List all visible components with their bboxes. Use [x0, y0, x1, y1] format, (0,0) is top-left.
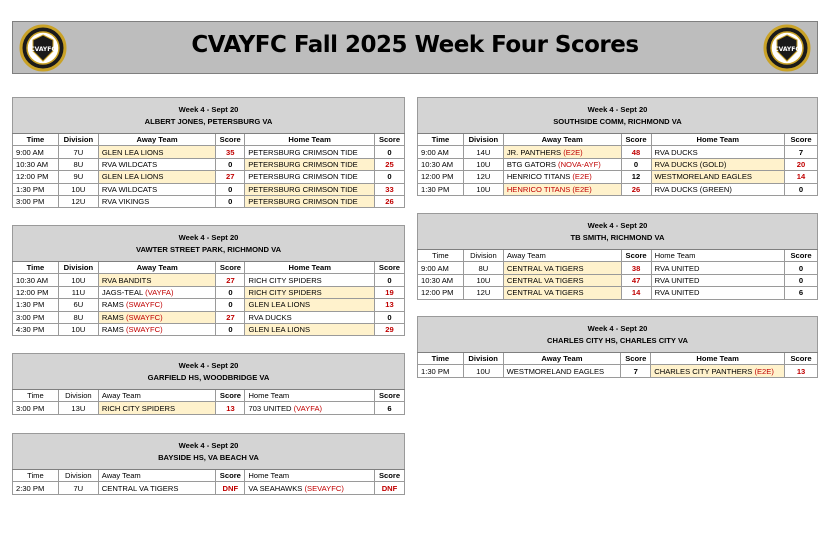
game-row: [418, 287, 818, 299]
section-header: [418, 214, 818, 250]
venue-label: GARFIELD HS, WOODBRIDGE VA: [147, 372, 270, 382]
away-team-league: (SWAYFC): [125, 325, 163, 335]
away-team-league: (E2E): [572, 172, 592, 182]
column-header-row: [13, 134, 405, 146]
home-team-name: VA SEAHAWKS: [248, 483, 303, 493]
col-division: Division: [463, 353, 503, 365]
home-team: [245, 286, 375, 298]
col-home-score: Score: [375, 134, 405, 146]
home-score: 0: [374, 274, 404, 286]
away-team-name: HENRICO TITANS: [506, 172, 571, 182]
col-time: Time: [13, 134, 59, 146]
home-score: 26: [375, 195, 405, 207]
col-away-score: Score: [216, 470, 245, 482]
home-score: 19: [374, 286, 404, 298]
home-score: DNF: [374, 482, 404, 494]
home-team-league: (SEVAYFC): [304, 483, 344, 493]
home-team: [245, 402, 375, 414]
col-home-score: Score: [374, 262, 404, 274]
section-header-cell: [418, 214, 818, 250]
home-team-name: RVA DUCKS (GOLD): [654, 159, 727, 169]
column-header-row: [418, 353, 818, 365]
col-division: Division: [463, 250, 503, 262]
home-team-name: RVA UNITED: [654, 288, 700, 298]
game-row: [13, 299, 405, 311]
away-score: 12: [621, 171, 651, 183]
home-score: 13: [374, 299, 404, 311]
away-team: [98, 286, 216, 298]
home-team: [651, 262, 784, 274]
section-header: [418, 98, 818, 134]
home-score: 0: [375, 146, 405, 158]
week-label: Week 4 - Sept 20: [178, 440, 239, 450]
home-team: [245, 171, 375, 183]
col-away-score: Score: [216, 262, 245, 274]
game-division: 7U: [58, 146, 98, 158]
game-time: 12:00 PM: [418, 171, 464, 183]
home-team-name: RVA DUCKS (GREEN): [654, 184, 732, 194]
col-home-score: Score: [784, 250, 817, 262]
away-team-name: GLEN LEA LIONS: [101, 147, 164, 157]
away-team: [98, 299, 216, 311]
home-score: 0: [375, 171, 405, 183]
col-home-team: Home Team: [651, 134, 785, 146]
col-away-team: Away Team: [98, 390, 216, 402]
away-team: [503, 365, 621, 377]
game-division: 12U: [58, 195, 98, 207]
col-home-score: Score: [785, 134, 818, 146]
game-division: 6U: [58, 299, 98, 311]
game-time: 12:00 PM: [418, 287, 464, 299]
away-team-name: RVA WILDCATS: [101, 159, 158, 169]
schedule-bayside-hs: [12, 433, 405, 495]
home-score: 0: [784, 262, 817, 274]
away-team-name: CENTRAL VA TIGERS: [506, 263, 584, 273]
game-row: [13, 323, 405, 335]
venue-label: BAYSIDE HS, VA BEACH VA: [158, 452, 259, 462]
game-time: 1:30 PM: [418, 365, 464, 377]
game-row: [418, 158, 818, 170]
game-time: 9:00 AM: [418, 146, 464, 158]
away-team-name: RVA BANDITS: [101, 275, 152, 285]
schedule-garfield-hs: [12, 353, 405, 415]
away-score: 13: [216, 402, 245, 414]
week-label: Week 4 - Sept 20: [587, 220, 648, 230]
away-team: [98, 402, 216, 414]
section-header-cell: [418, 98, 818, 134]
home-score: 0: [784, 274, 817, 286]
home-team-name: PETERSBURG CRIMSON TIDE: [248, 147, 358, 157]
column-header-row: [13, 390, 405, 402]
home-team-name: WESTMORELAND EAGLES: [654, 172, 752, 182]
home-team-league: (VAYFA): [293, 403, 323, 413]
week-label: Week 4 - Sept 20: [178, 232, 239, 242]
away-team-league: (SWAYFC): [125, 300, 163, 310]
home-team: [651, 158, 785, 170]
col-away-score: Score: [621, 353, 651, 365]
col-division: Division: [58, 390, 98, 402]
col-away-team: Away Team: [503, 250, 621, 262]
game-division: 10U: [463, 274, 503, 286]
game-time: 9:00 AM: [418, 262, 464, 274]
home-team: [651, 274, 784, 286]
home-team-name: PETERSBURG CRIMSON TIDE: [248, 159, 358, 169]
away-team: [503, 171, 621, 183]
venue-label: SOUTHSIDE COMM, RICHMOND VA: [553, 116, 682, 126]
home-team-name: RICH CITY SPIDERS: [248, 287, 322, 297]
away-team: [98, 482, 216, 494]
away-team-name: HENRICO TITANS (E2E): [506, 184, 592, 194]
away-team-league: (SWAYFC): [125, 312, 163, 322]
away-team-league: (E2E): [563, 147, 583, 157]
game-division: 10U: [58, 274, 98, 286]
col-home-team: Home Team: [651, 250, 784, 262]
away-team-name: BTG GATORS: [506, 159, 556, 169]
col-home-score: Score: [374, 390, 404, 402]
away-team: [503, 287, 621, 299]
away-score: 27: [216, 274, 245, 286]
game-time: 3:00 PM: [13, 195, 59, 207]
home-team-name: PETERSBURG CRIMSON TIDE: [248, 197, 358, 207]
col-division: Division: [58, 470, 98, 482]
home-team: [651, 171, 785, 183]
game-row: [13, 402, 405, 414]
column-header-row: [418, 250, 818, 262]
home-team-name: RVA UNITED: [654, 275, 700, 285]
game-division: 9U: [58, 171, 98, 183]
game-division: 10U: [58, 323, 98, 335]
col-time: Time: [13, 470, 59, 482]
away-score: 0: [216, 183, 245, 195]
week-label: Week 4 - Sept 20: [587, 104, 648, 114]
game-row: [418, 365, 818, 377]
game-time: 10:30 AM: [418, 274, 464, 286]
home-team-name: CHARLES CITY PANTHERS: [654, 366, 753, 376]
section-header-cell: [418, 317, 818, 353]
schedule-albert-jones: [12, 97, 405, 208]
section-header-cell: [13, 98, 405, 134]
away-team-name: RAMS: [101, 312, 124, 322]
game-division: 8U: [58, 158, 98, 170]
venue-label: ALBERT JONES, PETERSBURG VA: [144, 116, 273, 126]
section-header-cell: [13, 354, 405, 390]
svg-text:CVAYFC: CVAYFC: [774, 46, 800, 53]
col-away-score: Score: [216, 134, 245, 146]
home-score: 0: [374, 311, 404, 323]
col-away-team: Away Team: [503, 134, 621, 146]
week-label: Week 4 - Sept 20: [178, 360, 239, 370]
game-division: 13U: [58, 402, 98, 414]
game-division: 12U: [463, 171, 503, 183]
game-row: [13, 195, 405, 207]
home-team: [245, 274, 375, 286]
away-score: 26: [621, 183, 651, 195]
col-time: Time: [13, 390, 59, 402]
home-score: 14: [785, 171, 818, 183]
section-header: [418, 317, 818, 353]
game-row: [418, 274, 818, 286]
away-team-name: WESTMORELAND EAGLES: [506, 366, 605, 376]
game-time: 2:30 PM: [13, 482, 59, 494]
home-score: 29: [374, 323, 404, 335]
away-team: [98, 146, 215, 158]
game-division: 7U: [58, 482, 98, 494]
away-team: [503, 183, 621, 195]
away-score: 48: [621, 146, 651, 158]
home-team-name: GLEN LEA LIONS: [248, 300, 311, 310]
game-row: [13, 158, 405, 170]
game-row: [13, 286, 405, 298]
away-score: 0: [216, 323, 245, 335]
away-score: 27: [216, 171, 245, 183]
game-row: [13, 274, 405, 286]
column-header-row: [418, 134, 818, 146]
away-team: [503, 262, 621, 274]
cvayfc-logo-icon: [763, 24, 811, 72]
home-team: [651, 365, 785, 377]
game-row: [13, 146, 405, 158]
away-team-name: RAMS: [101, 325, 124, 335]
section-header-cell: [13, 434, 405, 470]
game-time: 10:30 AM: [13, 158, 59, 170]
away-score: 0: [216, 195, 245, 207]
home-team: [245, 323, 375, 335]
away-team-name: RAMS: [101, 300, 124, 310]
game-row: [418, 171, 818, 183]
away-team: [98, 323, 216, 335]
game-division: 10U: [463, 365, 503, 377]
game-row: [418, 146, 818, 158]
col-home-score: Score: [785, 353, 818, 365]
away-team-name: JAGS-TEAL: [101, 287, 143, 297]
home-team-name: GLEN LEA LIONS: [248, 325, 311, 335]
venue-label: TB SMITH, RICHMOND VA: [570, 232, 665, 242]
col-time: Time: [418, 353, 464, 365]
home-score: 20: [785, 158, 818, 170]
game-division: 12U: [463, 287, 503, 299]
col-away-team: Away Team: [98, 134, 215, 146]
home-team-name: 703 UNITED: [248, 403, 292, 413]
game-time: 1:30 PM: [13, 183, 59, 195]
away-team-name: CENTRAL VA TIGERS: [506, 288, 584, 298]
game-division: 8U: [463, 262, 503, 274]
away-score: DNF: [216, 482, 245, 494]
game-time: 10:30 AM: [13, 274, 59, 286]
section-header: [13, 226, 405, 262]
column-header-row: [13, 470, 405, 482]
col-home-team: Home Team: [651, 353, 785, 365]
away-score: 38: [621, 262, 651, 274]
away-team-name: CENTRAL VA TIGERS: [506, 275, 584, 285]
game-time: 1:30 PM: [13, 299, 59, 311]
venue-label: VAWTER STREET PARK, RICHMOND VA: [135, 244, 282, 254]
home-team-name: RICH CITY SPIDERS: [248, 275, 322, 285]
away-team: [503, 274, 621, 286]
col-home-team: Home Team: [245, 390, 375, 402]
game-division: 10U: [463, 183, 503, 195]
section-header-cell: [13, 226, 405, 262]
away-team: [98, 274, 216, 286]
home-score: 33: [375, 183, 405, 195]
away-team-name: CENTRAL VA TIGERS: [101, 483, 179, 493]
game-row: [13, 183, 405, 195]
col-home-score: Score: [374, 470, 404, 482]
game-division: 10U: [58, 183, 98, 195]
away-team: [503, 158, 621, 170]
away-score: 0: [216, 158, 245, 170]
col-away-score: Score: [621, 134, 651, 146]
section-header: [13, 434, 405, 470]
away-score: 14: [621, 287, 651, 299]
home-team: [245, 311, 375, 323]
col-division: Division: [463, 134, 503, 146]
game-division: 14U: [463, 146, 503, 158]
venue-label: CHARLES CITY HS, CHARLES CITY VA: [547, 335, 688, 345]
home-score: 6: [784, 287, 817, 299]
game-time: 9:00 AM: [13, 146, 59, 158]
schedule-tb-smith: [417, 213, 818, 300]
away-team-league: (VAYFA): [145, 287, 174, 297]
home-team: [245, 183, 375, 195]
game-row: [13, 171, 405, 183]
away-team-league: (NOVA-AYF): [558, 159, 601, 169]
away-team: [98, 158, 215, 170]
away-team-name: JR. PANTHERS: [506, 147, 562, 157]
game-time: 12:00 PM: [13, 286, 59, 298]
col-away-score: Score: [216, 390, 245, 402]
game-time: 4:30 PM: [13, 323, 59, 335]
away-team: [98, 183, 215, 195]
col-away-team: Away Team: [503, 353, 621, 365]
home-team: [245, 299, 375, 311]
home-score: 0: [785, 183, 818, 195]
away-score: 0: [621, 158, 651, 170]
svg-text:CVAYFC: CVAYFC: [30, 46, 56, 53]
away-team-name: RICH CITY SPIDERS: [101, 403, 176, 413]
away-team: [98, 311, 216, 323]
game-row: [13, 311, 405, 323]
week-label: Week 4 - Sept 20: [178, 104, 239, 114]
home-team: [245, 195, 375, 207]
home-score: 7: [785, 146, 818, 158]
col-home-team: Home Team: [245, 262, 375, 274]
col-time: Time: [418, 134, 464, 146]
col-home-team: Home Team: [245, 134, 375, 146]
section-header: [13, 98, 405, 134]
home-score: 6: [374, 402, 404, 414]
page-title: CVAYFC Fall 2025 Week Four Scores: [191, 32, 639, 58]
home-score: 25: [375, 158, 405, 170]
home-team: [651, 287, 784, 299]
home-team-name: RVA DUCKS: [654, 147, 698, 157]
home-team: [245, 146, 375, 158]
away-team: [98, 195, 215, 207]
col-time: Time: [418, 250, 464, 262]
game-division: 8U: [58, 311, 98, 323]
away-team-name: RVA VIKINGS: [101, 197, 150, 207]
schedule-southside-comm: [417, 97, 818, 196]
col-time: Time: [13, 262, 59, 274]
home-team-name: RVA UNITED: [654, 263, 700, 273]
title-banner: [12, 21, 818, 74]
game-time: 12:00 PM: [13, 171, 59, 183]
away-score: 47: [621, 274, 651, 286]
game-time: 10:30 AM: [418, 158, 464, 170]
col-division: Division: [58, 134, 98, 146]
home-team-name: PETERSBURG CRIMSON TIDE: [248, 172, 358, 182]
col-division: Division: [58, 262, 98, 274]
game-row: [13, 482, 405, 494]
schedule-charles-city-hs: [417, 316, 818, 378]
col-away-score: Score: [621, 250, 651, 262]
home-team: [651, 183, 785, 195]
home-score: 13: [785, 365, 818, 377]
game-row: [418, 262, 818, 274]
away-team: [98, 171, 215, 183]
away-score: 27: [216, 311, 245, 323]
home-team: [245, 482, 375, 494]
game-row: [418, 183, 818, 195]
home-team-name: PETERSBURG CRIMSON TIDE: [248, 184, 358, 194]
game-division: 10U: [463, 158, 503, 170]
column-header-row: [13, 262, 405, 274]
away-score: 35: [216, 146, 245, 158]
col-away-team: Away Team: [98, 262, 216, 274]
schedule-vawter-street: [12, 225, 405, 336]
home-team-league: (E2E): [754, 366, 774, 376]
away-team-name: RVA WILDCATS: [101, 184, 158, 194]
game-time: 3:00 PM: [13, 311, 59, 323]
col-home-team: Home Team: [245, 470, 375, 482]
week-label: Week 4 - Sept 20: [587, 323, 648, 333]
away-score: 7: [621, 365, 651, 377]
away-team-name: GLEN LEA LIONS: [101, 172, 164, 182]
game-division: 11U: [58, 286, 98, 298]
away-score: 0: [216, 299, 245, 311]
section-header: [13, 354, 405, 390]
home-team: [651, 146, 785, 158]
home-team: [245, 158, 375, 170]
away-score: 0: [216, 286, 245, 298]
away-team: [503, 146, 621, 158]
game-time: 1:30 PM: [418, 183, 464, 195]
col-away-team: Away Team: [98, 470, 216, 482]
home-team-name: RVA DUCKS: [248, 312, 292, 322]
game-time: 3:00 PM: [13, 402, 59, 414]
